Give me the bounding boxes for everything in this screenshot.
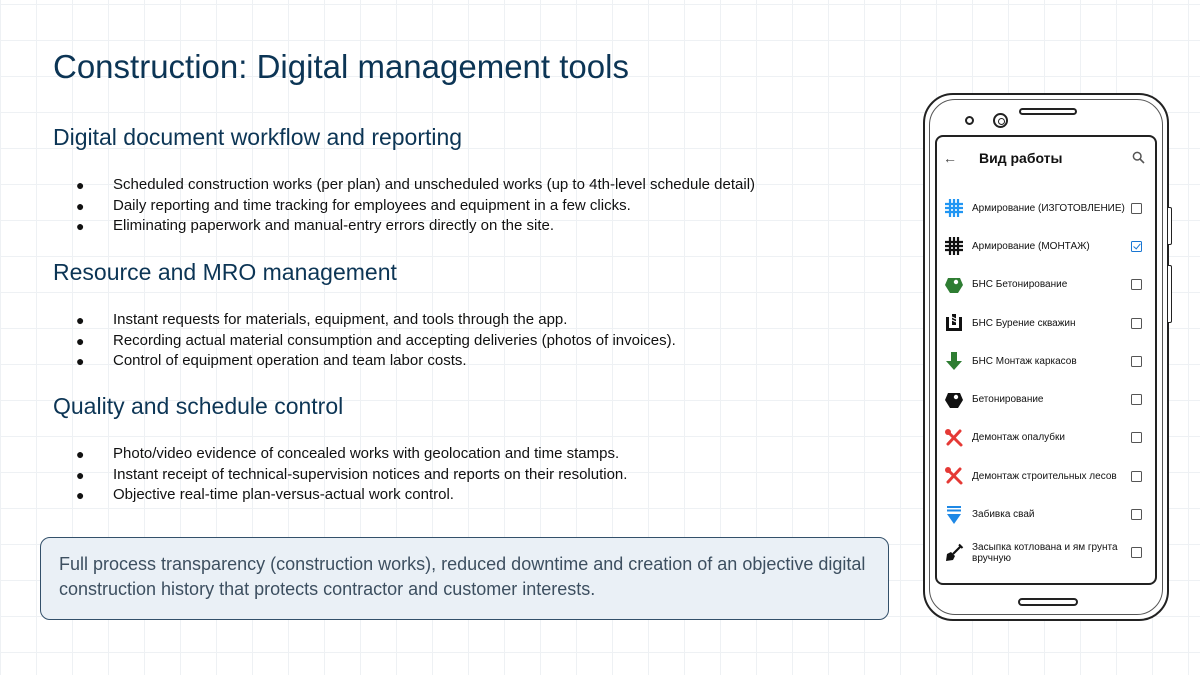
item-checkbox[interactable]: [1131, 471, 1142, 482]
item-label: Армирование (ИЗГОТОВЛЕНИЕ): [972, 202, 1125, 214]
proximity-sensor: [965, 116, 974, 125]
power-button: [1168, 265, 1172, 323]
bullet-item: ● Daily reporting and time tracking for employees and equipment in a few clicks.: [53, 196, 873, 217]
tools-cross-icon: [943, 427, 965, 449]
list-item[interactable]: [937, 534, 1155, 572]
item-checkbox[interactable]: [1131, 356, 1142, 367]
bullet-item: ● Instant requests for materials, equipment, and tools through the app.: [53, 310, 873, 331]
item-label: Забивка свай: [972, 509, 1035, 521]
item-label: Демонтаж опалубки: [972, 432, 1065, 444]
list-item[interactable]: [937, 457, 1155, 495]
item-checkbox[interactable]: [1131, 394, 1142, 405]
bullet-item: ● Photo/video evidence of concealed works with geolocation and time stamps.: [53, 444, 873, 465]
item-checkbox[interactable]: [1131, 318, 1142, 329]
list-item[interactable]: [937, 304, 1155, 342]
slide-title: Construction: Digital management tools: [53, 48, 629, 85]
bullet-dot: ●: [76, 177, 85, 193]
section-resource-mro: [53, 259, 873, 372]
bullet-dot: ●: [76, 353, 85, 370]
item-checkbox[interactable]: [1131, 547, 1142, 558]
item-checkbox[interactable]: [1131, 279, 1142, 290]
volume-button: [1168, 207, 1172, 245]
bullet-item: ● Control of equipment operation and team labor costs.: [53, 351, 873, 372]
item-checkbox-checked[interactable]: [1131, 241, 1142, 252]
list-item[interactable]: [937, 419, 1155, 457]
search-icon[interactable]: [1132, 151, 1145, 164]
rebar-grid-icon: [943, 235, 965, 257]
bullet-dot: ●: [76, 197, 85, 214]
bullet-item: ● Recording actual material consumption and accepting deliveries (photos of invoices).: [53, 331, 873, 352]
bullet-dot: ●: [76, 312, 85, 328]
summary-text: Full process transparency (construction works), reduced downtime and creation of an objective digital construction history that protects contractor and customer interests.: [59, 554, 866, 599]
bullet-dot: ●: [76, 466, 85, 483]
section-quality-schedule: [53, 393, 873, 506]
bullet-dot: ●: [76, 487, 85, 504]
bullet-item: ● Scheduled construction works (per plan) and unscheduled works (up to 4th-level schedule detail): [53, 175, 873, 196]
section-heading: Quality and schedule control: [53, 393, 344, 419]
item-checkbox[interactable]: [1131, 509, 1142, 520]
item-label: БНС Бурение скважин: [972, 317, 1076, 329]
section-heading: Resource and MRO management: [53, 259, 397, 285]
phone-screen: [935, 135, 1157, 585]
bullet-list: [53, 444, 873, 506]
list-item[interactable]: [937, 342, 1155, 380]
phone-mockup: [923, 93, 1169, 621]
pile-driving-icon: [943, 504, 965, 526]
bullet-item: ● Instant receipt of technical-supervision notices and reports on their resolution.: [53, 465, 873, 486]
bullet-dot: ●: [76, 218, 85, 235]
bullet-item: ● Objective real-time plan-versus-actual work control.: [53, 485, 873, 506]
shovel-icon: [943, 542, 965, 564]
item-label: Демонтаж строительных лесов: [972, 470, 1117, 482]
list-item[interactable]: [937, 227, 1155, 265]
speaker-grille: [1019, 108, 1077, 115]
concrete-drop-icon: [943, 274, 965, 296]
bullet-dot: ●: [76, 332, 85, 349]
section-document-workflow: [53, 124, 873, 237]
bullet-dot: ●: [76, 446, 85, 462]
summary-callout: [40, 537, 889, 620]
item-checkbox[interactable]: [1131, 432, 1142, 443]
app-bar: [937, 137, 1155, 181]
concrete-drop-icon: [943, 389, 965, 411]
work-type-list: [937, 189, 1155, 572]
item-label: Бетонирование: [972, 394, 1044, 406]
app-title: Вид работы: [979, 150, 1063, 166]
list-item[interactable]: [937, 266, 1155, 304]
list-item[interactable]: [937, 495, 1155, 533]
bullet-list: [53, 310, 873, 372]
front-camera-icon: [993, 113, 1008, 128]
item-label: БНС Монтаж каркасов: [972, 355, 1077, 367]
item-checkbox[interactable]: [1131, 203, 1142, 214]
section-heading: Digital document workflow and reporting: [53, 124, 463, 150]
item-label: БНС Бетонирование: [972, 279, 1068, 291]
down-arrow-icon: [943, 350, 965, 372]
bullet-item: ● Eliminating paperwork and manual-entry errors directly on the site.: [53, 216, 873, 237]
item-label: Армирование (МОНТАЖ): [972, 240, 1090, 252]
tools-cross-icon: [943, 465, 965, 487]
back-arrow-icon[interactable]: ←: [943, 150, 957, 166]
drilling-icon: [943, 312, 965, 334]
home-button: [1018, 598, 1078, 606]
list-item[interactable]: [937, 189, 1155, 227]
list-item[interactable]: [937, 380, 1155, 418]
bullet-list: [53, 175, 873, 237]
rebar-grid-icon: [943, 197, 965, 219]
item-label: Засыпка котлована и ям грунта вручную: [972, 541, 1118, 564]
